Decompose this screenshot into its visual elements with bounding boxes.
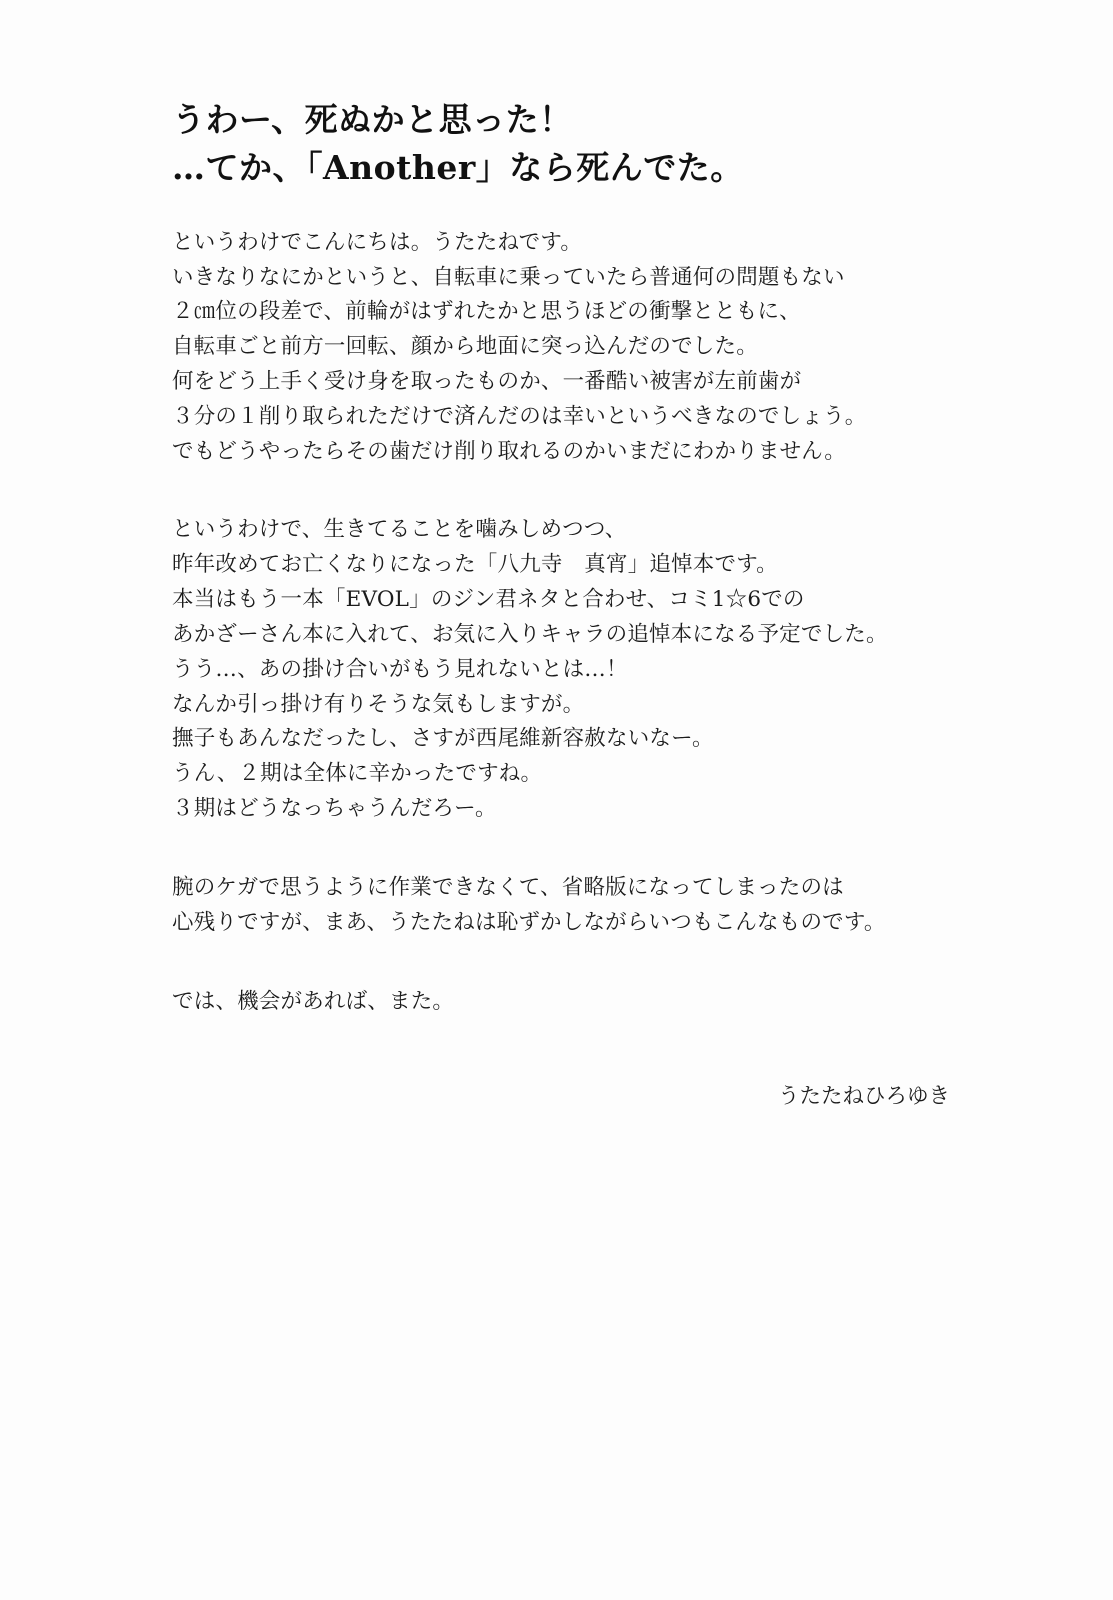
text-line: 腕のケガで思うように作業できなくて、省略版になってしまったのは	[172, 874, 844, 900]
text-line: うん、２期は全体に辛かったですね。	[172, 761, 543, 787]
text-line: 本当はもう一本「EVOL」のジン君ネタと合わせ、コミ1☆6での	[172, 587, 805, 613]
text-line: ２㎝位の段差で、前輪がはずれたかと思うほどの衝撃とともに、	[172, 299, 801, 325]
paragraph-apology	[172, 871, 962, 941]
text-line: 心残りですが、まあ、うたたねは恥ずかしながらいつもこんなものです。	[172, 909, 886, 935]
text-line: 昨年改めてお亡くなりになった「八九寺 真宵」追悼本です。	[172, 552, 778, 578]
paragraph-spacer	[172, 495, 962, 513]
paragraph-spacer	[172, 853, 962, 871]
author-signature: うたたねひろゆき	[777, 1084, 950, 1110]
page-title	[172, 96, 962, 192]
document-body	[172, 96, 962, 1110]
text-line: 自転車ごと前方一回転、顔から地面に突っ込んだのでした。	[172, 334, 758, 360]
page-title-line-1: うわー、死ぬかと思った！	[172, 100, 573, 139]
text-line: では、機会があれば、また。	[172, 988, 455, 1014]
text-line: なんか引っ掛け有りそうな気もしますが。	[172, 691, 585, 717]
text-line: でもどうやったらその歯だけ削り取れるのかいまだにわかりません。	[172, 438, 846, 464]
page-title-line-2: …てか、「Another」なら死んでた。	[172, 147, 744, 187]
paragraph-closing	[172, 985, 962, 1020]
text-line: 撫子もあんなだったし、さすが西尾維新容赦ないなー。	[172, 726, 714, 752]
text-line: いきなりなにかというと、自転車に乗っていたら普通何の問題もない	[172, 264, 845, 290]
paragraph-intro	[172, 226, 962, 470]
text-line: あかざーさん本に入れて、お気に入りキャラの追悼本になる予定でした。	[172, 621, 888, 647]
text-line: というわけでこんにちは。うたたねです。	[172, 229, 583, 255]
text-line: ３期はどうなっちゃうんだろー。	[172, 796, 497, 822]
text-line: 何をどう上手く受け身を取ったものか、一番酷い被害が左前歯が	[172, 369, 802, 394]
text-line: うう…、あの掛け合いがもう見れないとは…！	[172, 656, 628, 682]
text-line: ３分の１削り取られただけで済んだのは幸いというべきなのでしょう。	[172, 403, 867, 429]
text-line: というわけで、生きてることを噛みしめつつ、	[172, 517, 627, 543]
paragraph-spacer	[172, 967, 962, 985]
paragraph-main	[172, 513, 962, 826]
